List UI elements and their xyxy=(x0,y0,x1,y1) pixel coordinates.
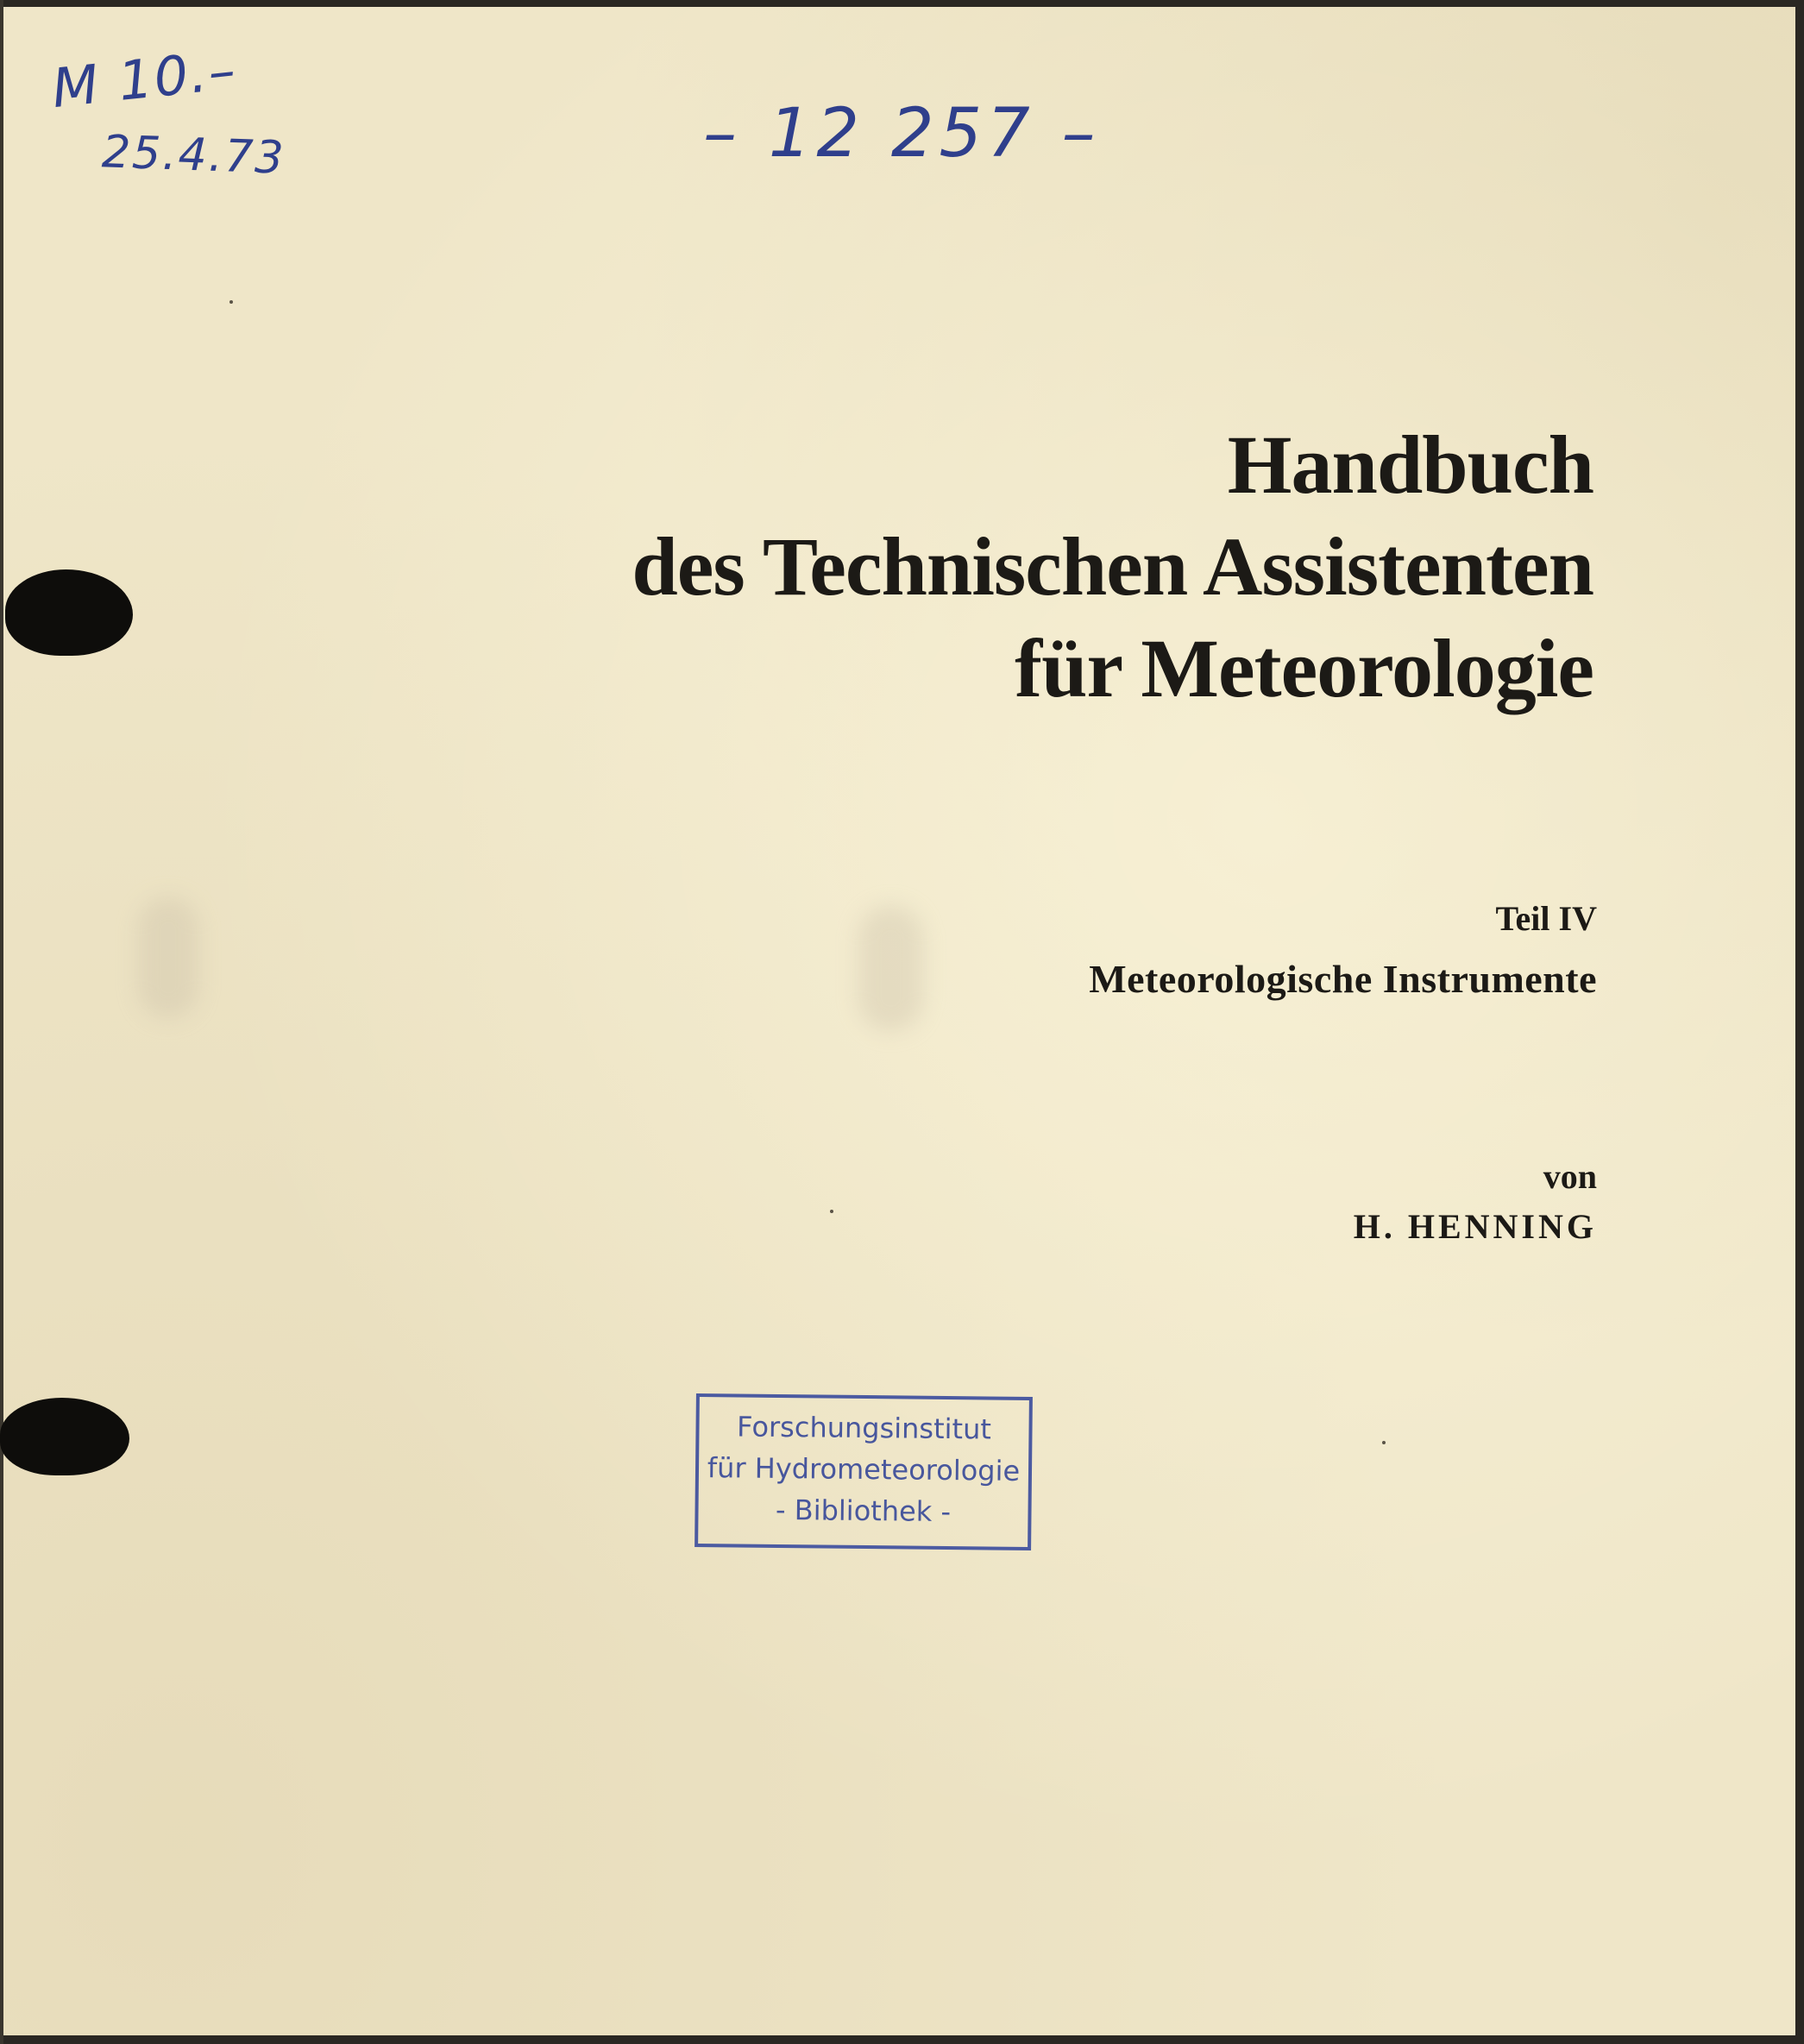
punch-hole-lower xyxy=(0,1398,129,1475)
part-title: Meteorologische Instrumente xyxy=(1089,957,1597,1001)
author-prefix: von xyxy=(1543,1157,1597,1196)
scan-edge-top xyxy=(0,0,1804,7)
library-stamp xyxy=(695,1393,1033,1550)
punch-hole-upper xyxy=(5,569,133,656)
title-line-3: für Meteorologie xyxy=(1015,622,1593,714)
handwritten-price: M 10.– xyxy=(48,37,241,121)
stamp-line-3: - Bibliothek - xyxy=(775,1493,952,1529)
author-block xyxy=(907,1152,1597,1252)
author-name: H. HENNING xyxy=(1353,1207,1597,1246)
handwritten-catalog-number: – 12 257 – xyxy=(703,95,1101,173)
scan-edge-right xyxy=(1795,0,1804,2044)
title-line-2: des Technischen Assistenten xyxy=(632,520,1593,613)
title-line-1: Handbuch xyxy=(1227,418,1593,511)
part-label: Teil IV xyxy=(1495,899,1597,938)
paper-smudge xyxy=(138,897,198,1018)
part-heading xyxy=(648,893,1597,1014)
paper-speck xyxy=(1382,1441,1386,1444)
paper-speck xyxy=(229,300,233,304)
scan-edge-bottom xyxy=(0,2035,1804,2044)
scan-edge-left xyxy=(0,0,3,2044)
stamp-line-2: für Hydrometeorologie xyxy=(707,1451,1021,1487)
paper-speck xyxy=(830,1210,833,1213)
stamp-line-1: Forschungsinstitut xyxy=(736,1410,992,1446)
handwritten-date: 25.4.73 xyxy=(101,126,286,185)
book-title xyxy=(472,414,1593,720)
